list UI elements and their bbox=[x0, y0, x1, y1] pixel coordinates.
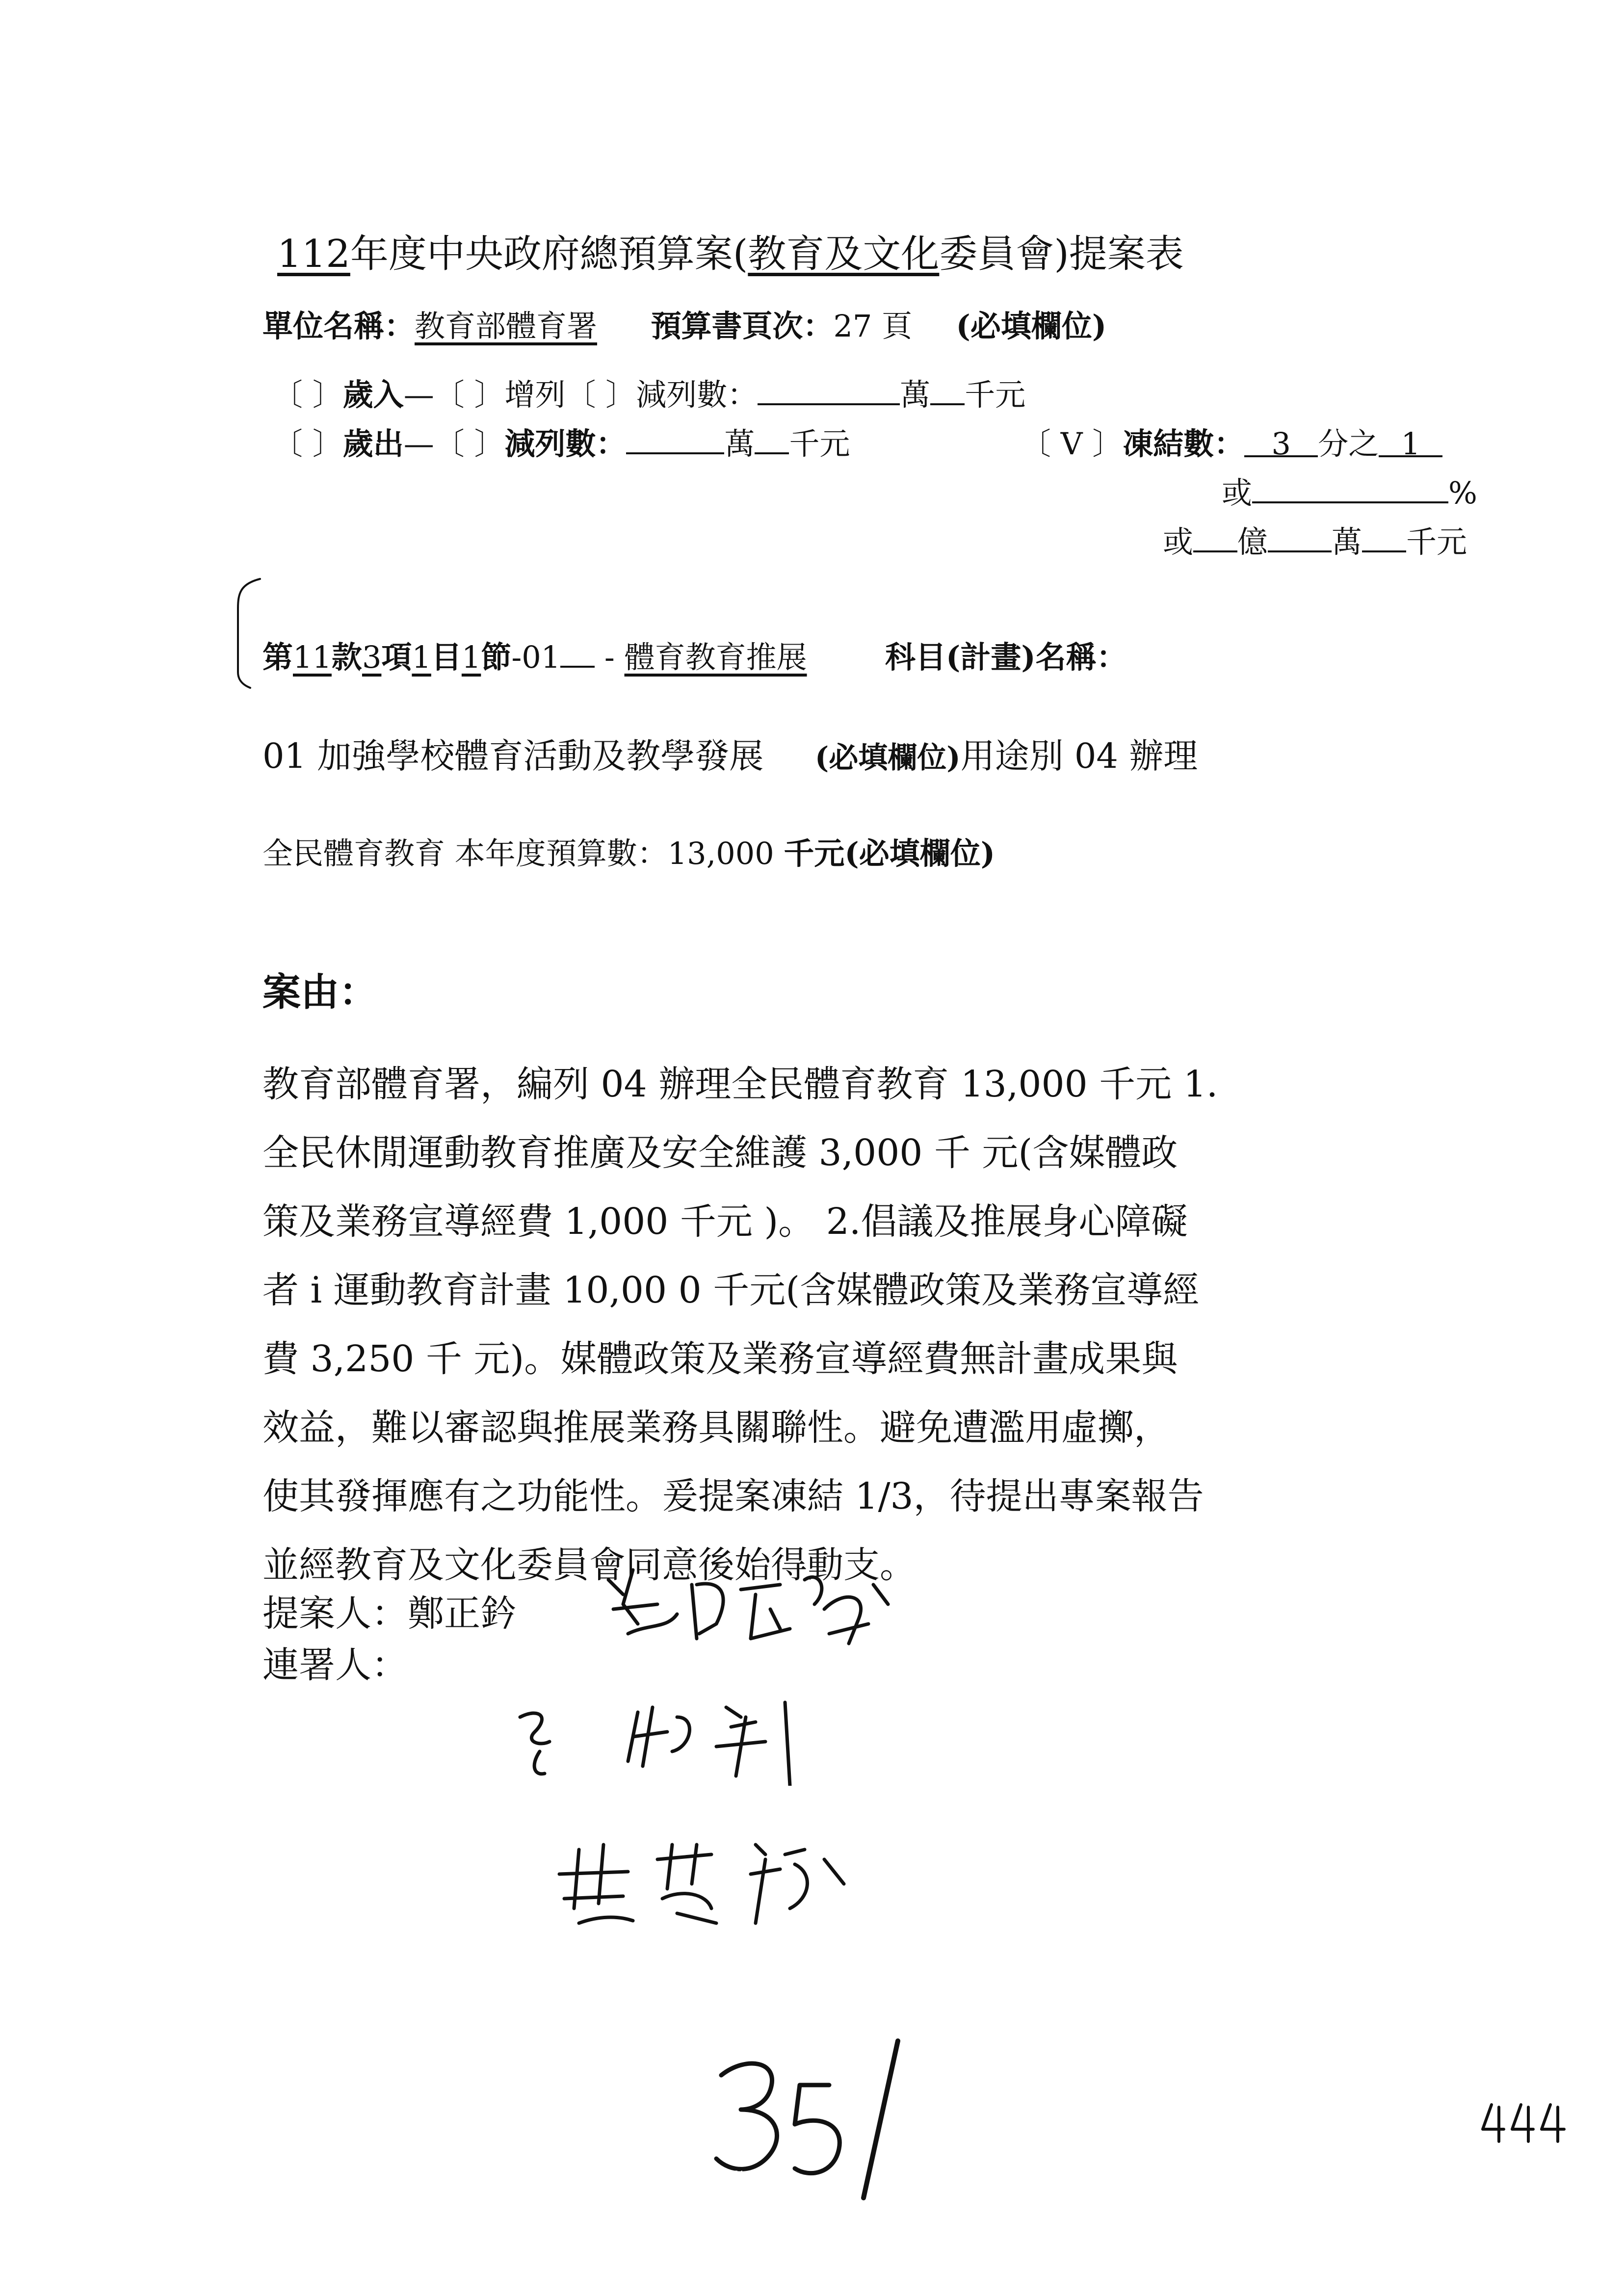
reason-line: 使其發揮應有之功能性。爰提案凍結 1/3，待提出專案報告 bbox=[262, 1475, 1204, 1517]
proposer-signature bbox=[594, 1550, 898, 1658]
expenditure-label: 歲出 bbox=[342, 426, 404, 462]
freeze-label: 凍結數： bbox=[1123, 426, 1245, 462]
document-title bbox=[277, 223, 1184, 278]
item-line bbox=[262, 633, 1127, 677]
revenue-wan: 萬 bbox=[900, 377, 931, 413]
reason-body bbox=[262, 1060, 1218, 1590]
exp-wan-blank bbox=[755, 423, 789, 454]
handwritten-page-text: 444 bbox=[1482, 2154, 1501, 2166]
plan-line-1 bbox=[262, 729, 1198, 778]
item-xiang-label: 項 bbox=[381, 639, 412, 675]
title-year: 112 bbox=[277, 232, 350, 276]
unit-label: 單位名稱： bbox=[262, 308, 415, 344]
item-code-blank bbox=[560, 636, 595, 668]
revenue-checkbox: 〔 〕 bbox=[272, 377, 343, 413]
item-di: 第 bbox=[262, 639, 293, 675]
decrease-checkbox: 〔 〕 bbox=[565, 377, 636, 413]
freeze-checkbox: 〔 V 〕 bbox=[1021, 426, 1123, 462]
revenue-dash: — bbox=[403, 377, 434, 413]
exp-decrease-checkbox: 〔 〕 bbox=[434, 426, 505, 462]
reason-line: 全民休閒運動教育推廣及安全維護 3,000 千 元(含媒體政 bbox=[262, 1132, 1178, 1174]
qian2-blank bbox=[1362, 521, 1406, 552]
plan-text: 01 加強學校體育活動及教學發展 bbox=[262, 736, 764, 776]
cosigner-label: 連署人： bbox=[262, 1644, 408, 1686]
freeze-block bbox=[1021, 419, 1442, 463]
item-sep: - bbox=[595, 639, 625, 675]
page-label: 預算書頁次： bbox=[651, 308, 834, 344]
budget-required: (必填欄位) bbox=[844, 835, 995, 871]
page-value: 27 頁 bbox=[833, 308, 913, 344]
plan-tail: 用途別 04 辦理 bbox=[960, 736, 1198, 776]
reason-line: 教育部體育署，編列 04 辦理全民體育教育 13,000 千元 1. bbox=[262, 1063, 1218, 1105]
freeze-denominator: 3 bbox=[1244, 426, 1318, 457]
expenditure-dash: — bbox=[403, 426, 434, 462]
exp-decrease-label: 減列數： bbox=[504, 426, 627, 462]
increase-checkbox: 〔 〕 bbox=[434, 377, 505, 413]
revenue-qian: 千元 bbox=[965, 377, 1026, 413]
title-prefix: 年度中央政府總預算案( bbox=[350, 232, 748, 276]
handwritten-number-text: 351 bbox=[726, 2168, 745, 2180]
revenue-wan-blank bbox=[930, 374, 965, 405]
item-name: 體育教育推展 bbox=[624, 639, 807, 675]
revenue-label: 歲入 bbox=[342, 377, 404, 413]
budget-text: 全民體育教育 本年度預算數：13,000 bbox=[262, 835, 774, 871]
yi-label: 億 bbox=[1237, 524, 1268, 560]
wan2-blank bbox=[1268, 521, 1332, 552]
item-jie: 1 bbox=[461, 639, 481, 675]
cosigner-signature-2 bbox=[550, 1825, 864, 1938]
reason-line: 者 i 運動教育計畫 10,00 0 千元(含媒體政策及業務宣導經 bbox=[262, 1269, 1200, 1311]
percent-line bbox=[1222, 469, 1477, 512]
unit-line bbox=[262, 302, 1106, 345]
decrease-label: 減列數： bbox=[636, 377, 758, 413]
exp-wan: 萬 bbox=[724, 426, 755, 462]
freeze-fen-zhi: 分之 bbox=[1318, 426, 1379, 462]
subject-label: 科目(計畫)名稱： bbox=[885, 639, 1127, 675]
or-label-2: 或 bbox=[1163, 524, 1194, 560]
required-note: (必填欄位) bbox=[956, 308, 1107, 344]
title-suffix: 委員會)提案表 bbox=[939, 232, 1184, 276]
proposer-line bbox=[262, 1585, 517, 1637]
revenue-line bbox=[272, 370, 1025, 414]
exp-amount-blank bbox=[626, 423, 724, 454]
revenue-amount-blank bbox=[758, 374, 900, 405]
item-xiang: 3 bbox=[362, 639, 382, 675]
freeze-numerator: 1 bbox=[1379, 426, 1442, 457]
qian2-label: 千元 bbox=[1406, 524, 1467, 560]
unit-value: 教育部體育署 bbox=[415, 308, 598, 344]
plan-required: (必填欄位) bbox=[814, 741, 961, 775]
left-bracket bbox=[231, 574, 265, 692]
expenditure-checkbox: 〔 〕 bbox=[272, 426, 343, 462]
percent-sign: % bbox=[1448, 475, 1477, 511]
reason-line: 並經教育及文化委員會同意後始得動支。 bbox=[262, 1544, 916, 1586]
wan2-label: 萬 bbox=[1332, 524, 1362, 560]
item-kuan: 11 bbox=[293, 639, 332, 675]
percent-blank bbox=[1252, 472, 1448, 503]
cosigner-signature-1 bbox=[510, 1688, 844, 1786]
item-mu-label: 目 bbox=[431, 639, 462, 675]
budget-unit: 千元 bbox=[784, 835, 845, 871]
item-mu: 1 bbox=[412, 639, 431, 675]
plan-line-2 bbox=[262, 829, 995, 873]
amount-line bbox=[1163, 518, 1467, 561]
exp-qian: 千元 bbox=[789, 426, 850, 462]
reason-line: 策及業務宣導經費 1,000 千元 )。 2.倡議及推展身心障礙 bbox=[262, 1200, 1188, 1243]
item-code: -01 bbox=[511, 639, 561, 675]
item-kuan-label: 款 bbox=[331, 639, 362, 675]
expenditure-line bbox=[272, 419, 850, 463]
reason-line: 費 3,250 千 元)。媒體政策及業務宣導經費無計畫成果與 bbox=[262, 1338, 1178, 1380]
proposer-name: 鄭正鈐 bbox=[408, 1592, 517, 1635]
yi-blank bbox=[1193, 521, 1237, 552]
increase-label: 增列 bbox=[504, 377, 566, 413]
handwritten-number-351 bbox=[702, 2031, 922, 2208]
item-jie-label: 節 bbox=[481, 639, 512, 675]
handwritten-page-444 bbox=[1477, 2095, 1575, 2149]
reason-line: 效益，難以審認與推展業務具關聯性。避免遭濫用虛擲， bbox=[262, 1407, 1170, 1449]
proposer-label: 提案人： bbox=[262, 1592, 408, 1635]
title-committee: 教育及文化 bbox=[748, 232, 940, 276]
reason-heading: 案由： bbox=[262, 970, 378, 1015]
or-label-1: 或 bbox=[1222, 475, 1253, 511]
